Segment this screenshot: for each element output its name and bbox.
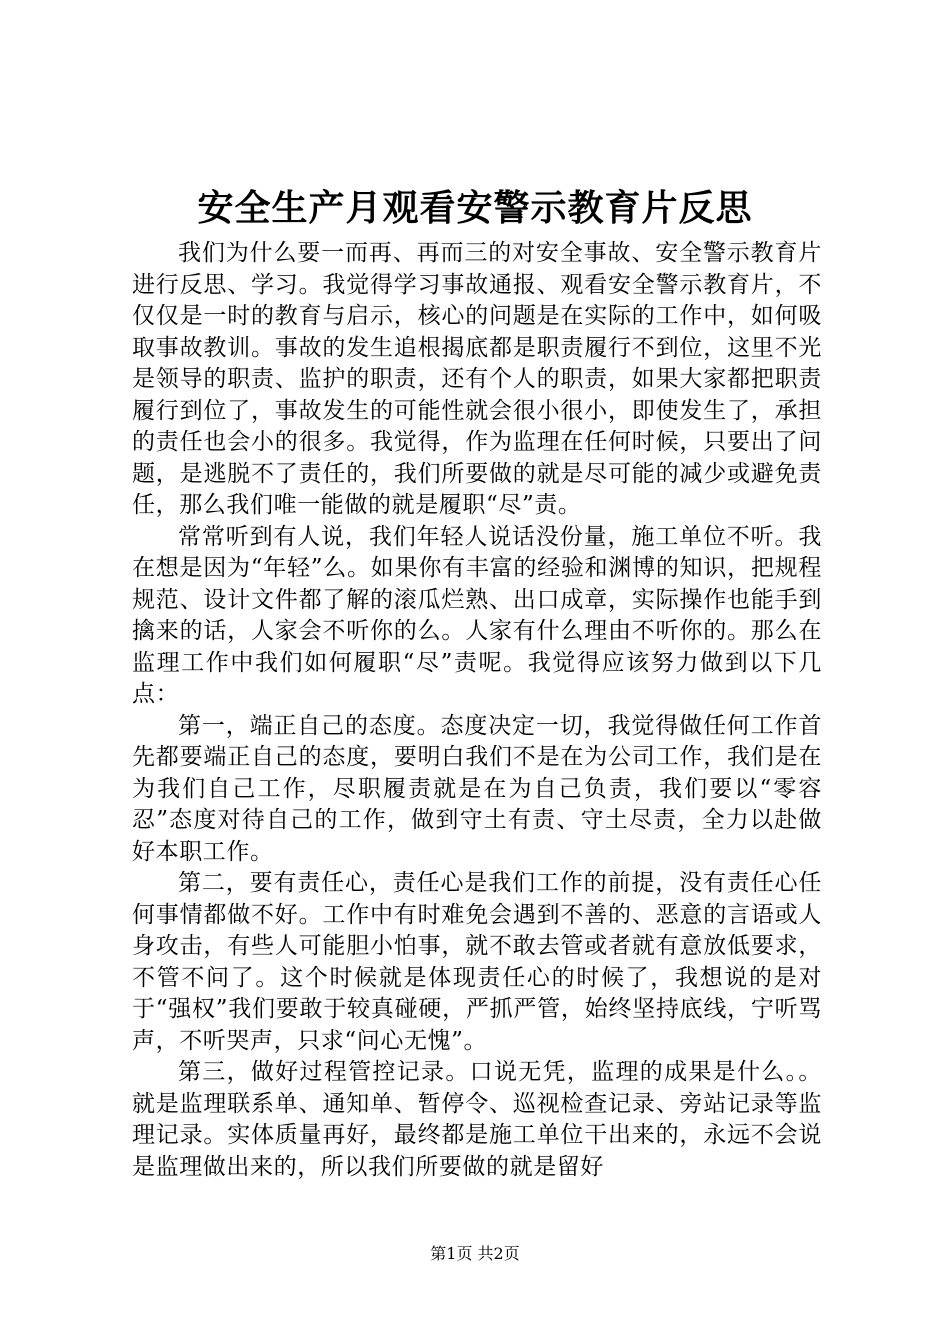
document-title: 安全生产月观看安警示教育片反思 — [197, 187, 753, 229]
paragraph-point-three: 第三，做好过程管控记录。口说无凭，监理的成果是什么。。就是监理联系单、通知单、暂停令、巡视检查记录、旁站记录等监理记录。实体质量再好，最终都是施工单位干出来的，永远不会说是监理做出来的，所以我们所要做的就是留好 — [132, 1059, 822, 1180]
paragraph-point-one: 第一，端正自己的态度。态度决定一切，我觉得做任何工作首先都要端正自己的态度，要明白我们不是在为公司工作，我们是在为我们自己工作，尽职履责就是在为自己负责，我们要以“零容忍”态度对待自己的工作，做到守土有责、守土尽责，全力以赴做好本职工作。 — [132, 712, 822, 865]
page-number-footer: 第1页 共2页 — [430, 1244, 520, 1263]
paragraph-young-supervisors: 常常听到有人说，我们年轻人说话没份量，施工单位不听。我在想是因为“年轻”么。如果你有丰富的经验和渊博的知识，把规程规范、设计文件都了解的滚瓜烂熟、出口成章，实际操作也能手到擒来的话，人家会不听你的么。人家有什么理由不听你的。那么在监理工作中我们如何履职“尽”责呢。我觉得应该努力做到以下几点： — [132, 523, 822, 707]
paragraph-point-two: 第二，要有责任心，责任心是我们工作的前提，没有责任心任何事情都做不好。工作中有时难免会遇到不善的、恶意的言语或人身攻击，有些人可能胆小怕事，就不敢去管或者就有意放低要求，不管不问了。这个时候就是体现责任心的时候了，我想说的是对于“强权”我们要敢于较真碰硬，严抓严管，始终坚持底线，宁听骂声，不听哭声，只求“问心无愧”。 — [132, 870, 822, 1054]
document-body — [132, 238, 822, 1183]
paragraph-intro: 我们为什么要一而再、再而三的对安全事故、安全警示教育片进行反思、学习。我觉得学习事故通报、观看安全警示教育片，不仅仅是一时的教育与启示，核心的问题是在实际的工作中，如何吸取事故教训。事故的发生追根揭底都是职责履行不到位，这里不光是领导的职责、监护的职责，还有个人的职责，如果大家都把职责履行到位了，事故发生的可能性就会很小很小，即使发生了，承担的责任也会小的很多。我觉得，作为监理在任何时候，只要出了问题，是逃脱不了责任的，我们所要做的就是尽可能的减少或避免责任，那么我们唯一能做的就是履职“尽”责。 — [132, 240, 822, 518]
